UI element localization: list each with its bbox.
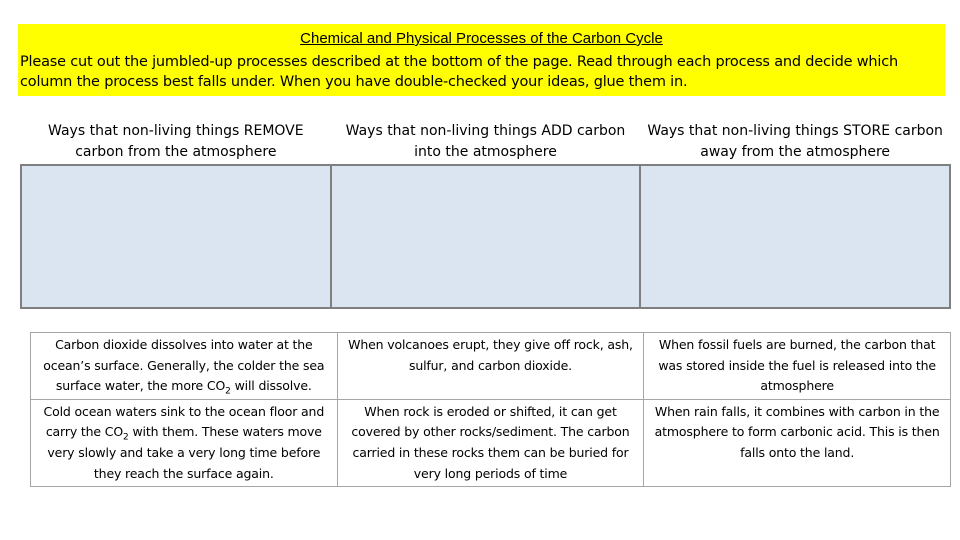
process-card[interactable]: When volcanoes erupt, they give off rock, ash, sulfur, and carbon dioxide.: [337, 333, 644, 400]
column-heading-add: Ways that non-living things ADD carbon into the atmosphere: [345, 122, 626, 160]
process-card[interactable]: Carbon dioxide dissolves into water at the ocean’s surface. Generally, the colder the sea surface water, the more $CO_2$ will dissolve.: [31, 333, 338, 400]
process-cards-table: [30, 332, 951, 487]
column-heading-remove: Ways that non-living things REMOVE carbon from the atmosphere: [48, 122, 304, 160]
drop-zone-remove[interactable]: [21, 165, 331, 308]
process-card[interactable]: Cold ocean waters sink to the ocean floor and carry the $CO_2$ with them. These waters move very slowly and take a very long time before they reach the surface again.: [31, 399, 338, 486]
process-card[interactable]: When fossil fuels are burned, the carbon that was stored inside the fuel is released into the atmosphere: [644, 333, 951, 400]
process-card[interactable]: When rock is eroded or shifted, it can get covered by other rocks/sediment. The carbon carried in these rocks them can be buried for very long periods of time: [337, 399, 644, 486]
instructions-text: Please cut out the jumbled-up processes described at the bottom of the page. Read through each process and decide which column the process best falls under. When you have double-checked your ideas, glue them in.: [20, 54, 898, 90]
column-heading-store: Ways that non-living things STORE carbon away from the atmosphere: [647, 122, 943, 160]
drop-zone-store[interactable]: [640, 165, 950, 308]
page-title: Chemical and Physical Processes of the Carbon Cycle: [300, 30, 663, 47]
sorting-table: [20, 119, 951, 309]
instructions-banner: [18, 24, 945, 96]
process-card[interactable]: When rain falls, it combines with carbon in the atmosphere to form carbonic acid. This is then falls onto the land.: [644, 399, 951, 486]
drop-zone-add[interactable]: [331, 165, 641, 308]
